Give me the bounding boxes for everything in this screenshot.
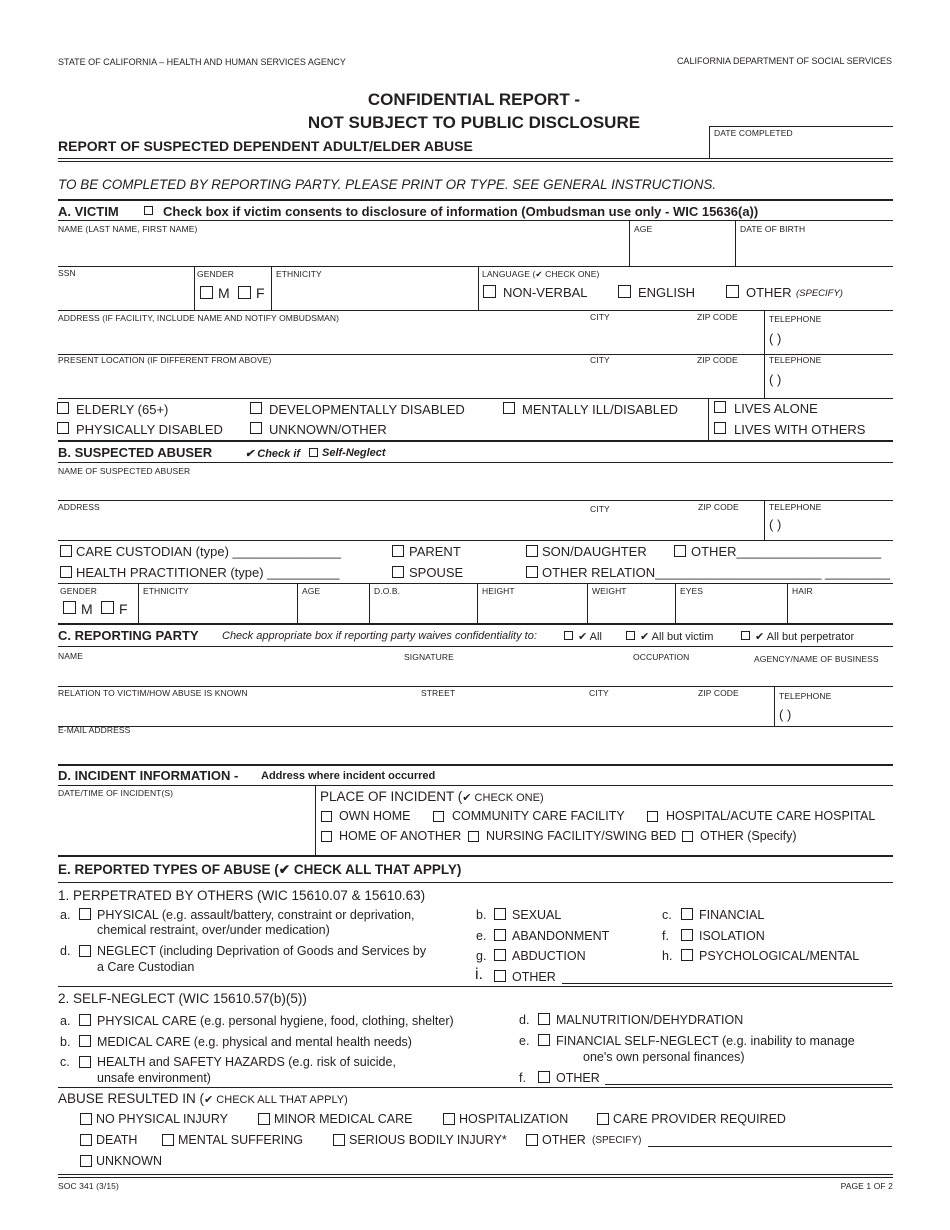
reporter-occupation-label: OCCUPATION	[633, 652, 690, 662]
abuser-gender-label: GENDER	[60, 586, 97, 596]
reporter-zip-label: ZIP CODE	[698, 688, 739, 698]
abandonment-label: ABANDONMENT	[512, 929, 610, 943]
incident-other-label: OTHER (Specify)	[700, 829, 797, 843]
waive-all-checkbox[interactable]	[564, 631, 573, 640]
victim-telephone-parens: ( )	[769, 331, 782, 346]
serious-injury-label: SERIOUS BODILY INJURY*	[349, 1133, 507, 1147]
self-e-letter: e.	[519, 1034, 530, 1048]
title-line2: NOT SUBJECT TO PUBLIC DISCLOSURE	[307, 113, 641, 132]
page-number: PAGE 1 OF 2	[840, 1181, 893, 1191]
home-another-checkbox[interactable]	[321, 831, 332, 842]
abduction-checkbox[interactable]	[494, 949, 506, 961]
neglect-label-2: a Care Custodian	[97, 960, 195, 974]
no-injury-checkbox[interactable]	[80, 1113, 92, 1125]
abuser-zip-label: ZIP CODE	[698, 502, 739, 512]
care-custodian-checkbox[interactable]	[60, 545, 72, 557]
care-custodian-label: CARE CUSTODIAN (type) _______________	[76, 544, 341, 559]
physical-abuse-label: PHYSICAL (e.g. assault/battery, constraint or deprivation,	[97, 908, 415, 922]
language-nonverbal-label: NON-VERBAL	[503, 285, 588, 300]
abuser-telephone-label: TELEPHONE	[769, 502, 822, 512]
care-provider-checkbox[interactable]	[597, 1113, 609, 1125]
title-line1: CONFIDENTIAL REPORT -	[367, 90, 581, 109]
abuser-gender-m-checkbox[interactable]	[63, 601, 76, 614]
death-checkbox[interactable]	[80, 1134, 92, 1146]
unknown-checkbox[interactable]	[80, 1155, 92, 1167]
abuse-types-heading: E. REPORTED TYPES OF ABUSE (✔ CHECK ALL THAT APPLY)	[58, 862, 462, 877]
agency-right: CALIFORNIA DEPARTMENT OF SOCIAL SERVICES	[676, 56, 892, 66]
reporter-city-label: CITY	[589, 688, 609, 698]
abduction-label: ABDUCTION	[512, 949, 586, 963]
abuser-telephone-parens: ( )	[769, 517, 782, 532]
nursing-checkbox[interactable]	[468, 831, 479, 842]
self-neglect-checkbox[interactable]	[309, 448, 318, 457]
incident-other-checkbox[interactable]	[682, 831, 693, 842]
abuser-hair-label: HAIR	[792, 586, 813, 596]
health-practitioner-label: HEALTH PRACTITIONER (type) __________	[76, 565, 340, 580]
self-other-label: OTHER	[556, 1071, 600, 1085]
medical-care-label: MEDICAL CARE (e.g. physical and mental health needs)	[97, 1035, 412, 1049]
victim-zip-label: ZIP CODE	[697, 312, 738, 322]
place-of-incident-label: PLACE OF INCIDENT (✔ CHECK ONE)	[320, 789, 544, 804]
lives-alone-checkbox[interactable]	[714, 401, 726, 413]
self-a-letter: a.	[60, 1014, 71, 1028]
waive-all-but-perp-label: ✔ All but perpetrator	[755, 631, 855, 643]
victim-address-label: ADDRESS (IF FACILITY, INCLUDE NAME AND NOTIFY OMBUDSMAN)	[58, 313, 340, 323]
reporter-name-label: NAME	[58, 651, 83, 661]
reporter-signature-label: SIGNATURE	[404, 652, 454, 662]
self-neglect-heading: 2. SELF-NEGLECT (WIC 15610.57(b)(5))	[58, 991, 307, 1006]
reporter-street-label: STREET	[421, 688, 456, 698]
unknown-other-checkbox[interactable]	[250, 422, 262, 434]
self-f-letter: f.	[519, 1071, 526, 1085]
present-zip-label: ZIP CODE	[697, 355, 738, 365]
minor-medical-label: MINOR MEDICAL CARE	[274, 1112, 413, 1126]
abuser-gender-f-label: F	[119, 601, 128, 617]
spouse-label: SPOUSE	[409, 565, 464, 580]
present-city-label: CITY	[590, 355, 610, 365]
own-home-checkbox[interactable]	[321, 811, 332, 822]
lives-with-others-label: LIVES WITH OTHERS	[734, 422, 866, 437]
perp-other-checkbox[interactable]	[494, 970, 506, 982]
abuser-eyes-label: EYES	[680, 586, 704, 596]
waive-all-but-victim-label: ✔ All but victim	[640, 631, 714, 643]
abuser-dob-label: D.O.B.	[374, 586, 401, 596]
financial-label: FINANCIAL	[699, 908, 765, 922]
victim-age-label: AGE	[634, 224, 653, 234]
self-other-checkbox[interactable]	[538, 1071, 550, 1083]
unknown-label: UNKNOWN	[96, 1154, 162, 1168]
victim-language-label: LANGUAGE (✔ CHECK ONE)	[482, 269, 600, 279]
sexual-checkbox[interactable]	[494, 908, 506, 920]
abuser-heading: B. SUSPECTED ABUSER	[58, 445, 213, 460]
health-safety-label-2: unsafe environment)	[97, 1071, 211, 1085]
incident-heading: D. INCIDENT INFORMATION -	[58, 768, 239, 783]
present-telephone-label: TELEPHONE	[769, 355, 822, 365]
son-daughter-checkbox[interactable]	[526, 545, 538, 557]
dev-disabled-label: DEVELOPMENTALLY DISABLED	[269, 402, 465, 417]
self-d-letter: d.	[519, 1013, 530, 1027]
abuser-ethnicity-label: ETHNICITY	[143, 586, 189, 596]
incident-heading-sub: Address where incident occurred	[261, 770, 436, 782]
language-other-label: OTHER	[746, 285, 792, 300]
date-completed-label: DATE COMPLETED	[714, 128, 793, 138]
form-subtitle: REPORT OF SUSPECTED DEPENDENT ADULT/ELDER ABUSE	[58, 138, 473, 154]
victim-name-label: NAME (LAST NAME, FIRST NAME)	[58, 224, 198, 234]
language-other-checkbox[interactable]	[726, 285, 739, 298]
parent-label: PARENT	[409, 544, 461, 559]
reporter-telephone-label: TELEPHONE	[779, 691, 832, 701]
abuser-gender-f-checkbox[interactable]	[101, 601, 114, 614]
parent-checkbox[interactable]	[392, 545, 404, 557]
other-relation-label: OTHER RELATION_______________________ _________	[542, 565, 891, 580]
hospitalization-checkbox[interactable]	[443, 1113, 455, 1125]
victim-gender-label: GENDER	[197, 269, 234, 279]
psych-checkbox[interactable]	[681, 949, 693, 961]
reporter-email-label: E-MAIL ADDRESS	[58, 725, 131, 735]
results-heading: ABUSE RESULTED IN (✔ CHECK ALL THAT APPLY)	[58, 1091, 348, 1106]
victim-city-label: CITY	[590, 312, 610, 322]
abuser-other-checkbox[interactable]	[674, 545, 686, 557]
waive-all-label: ✔ All	[578, 631, 602, 643]
serious-injury-checkbox[interactable]	[333, 1134, 345, 1146]
malnutrition-checkbox[interactable]	[538, 1013, 550, 1025]
unknown-other-label: UNKNOWN/OTHER	[269, 422, 387, 437]
abuser-address-label: ADDRESS	[58, 502, 100, 512]
isolation-label: ISOLATION	[699, 929, 765, 943]
self-neglect-label: Self-Neglect	[322, 447, 386, 459]
elderly-label: ELDERLY (65+)	[76, 402, 169, 417]
item-g-letter: g.	[476, 949, 487, 963]
self-b-letter: b.	[60, 1035, 71, 1049]
financial-checkbox[interactable]	[681, 908, 693, 920]
language-english-checkbox[interactable]	[618, 285, 631, 298]
abuser-city-label: CITY	[590, 504, 610, 514]
other-relation-checkbox[interactable]	[526, 566, 538, 578]
perp-other-label: OTHER	[512, 970, 556, 984]
psych-label: PSYCHOLOGICAL/MENTAL	[699, 949, 860, 963]
victim-gender-f-checkbox[interactable]	[238, 286, 251, 299]
abuser-age-label: AGE	[302, 586, 321, 596]
phys-disabled-label: PHYSICALLY DISABLED	[76, 422, 223, 437]
lives-alone-label: LIVES ALONE	[734, 401, 818, 416]
abuser-check-if: ✔ Check if	[245, 448, 301, 460]
medical-care-checkbox[interactable]	[79, 1035, 91, 1047]
waive-all-but-victim-checkbox[interactable]	[626, 631, 635, 640]
hospital-checkbox[interactable]	[647, 811, 658, 822]
hospitalization-label: HOSPITALIZATION	[459, 1112, 569, 1126]
language-specify: (SPECIFY)	[796, 288, 843, 299]
no-injury-label: NO PHYSICAL INJURY	[96, 1112, 228, 1126]
item-e-letter: e.	[476, 929, 487, 943]
results-specify: (SPECIFY)	[592, 1135, 642, 1146]
mentally-ill-checkbox[interactable]	[503, 402, 515, 414]
phys-care-checkbox[interactable]	[79, 1014, 91, 1026]
present-location-label: PRESENT LOCATION (IF DIFFERENT FROM ABOVE)	[58, 355, 272, 365]
item-d-letter: d.	[60, 944, 71, 958]
item-h-letter: h.	[662, 949, 673, 963]
perpetrated-heading: 1. PERPETRATED BY OTHERS (WIC 15610.07 & 15610.63)	[58, 888, 426, 903]
reporting-waive-text: Check appropriate box if reporting party waives confidentiality to:	[222, 630, 537, 642]
care-provider-label: CARE PROVIDER REQUIRED	[613, 1112, 786, 1126]
health-safety-checkbox[interactable]	[79, 1056, 91, 1068]
victim-gender-f-label: F	[256, 285, 265, 301]
language-nonverbal-checkbox[interactable]	[483, 285, 496, 298]
health-safety-label: HEALTH and SAFETY HAZARDS (e.g. risk of suicide,	[97, 1055, 396, 1069]
present-telephone-parens: ( )	[769, 372, 782, 387]
reporter-telephone-parens: ( )	[779, 707, 792, 722]
health-practitioner-checkbox[interactable]	[60, 566, 72, 578]
own-home-label: OWN HOME	[339, 809, 411, 823]
dev-disabled-checkbox[interactable]	[250, 402, 262, 414]
lives-with-others-checkbox[interactable]	[714, 422, 726, 434]
ccf-checkbox[interactable]	[433, 811, 444, 822]
phys-disabled-checkbox[interactable]	[57, 422, 69, 434]
results-other-checkbox[interactable]	[526, 1134, 538, 1146]
nursing-label: NURSING FACILITY/SWING BED	[486, 829, 677, 843]
hospital-label: HOSPITAL/ACUTE CARE HOSPITAL	[666, 809, 876, 823]
phys-care-label: PHYSICAL CARE (e.g. personal hygiene, food, clothing, shelter)	[97, 1014, 454, 1028]
victim-heading: A. VICTIM	[58, 204, 119, 219]
neglect-label: NEGLECT (including Deprivation of Goods and Services by	[97, 944, 427, 958]
malnutrition-label: MALNUTRITION/DEHYDRATION	[556, 1013, 744, 1027]
victim-ethnicity-label: ETHNICITY	[276, 269, 322, 279]
home-another-label: HOME OF ANOTHER	[339, 829, 462, 843]
victim-telephone-label: TELEPHONE	[769, 314, 822, 324]
instructions: TO BE COMPLETED BY REPORTING PARTY. PLEASE PRINT OR TYPE. SEE GENERAL INSTRUCTIONS.	[58, 177, 717, 192]
abuser-weight-label: WEIGHT	[592, 586, 627, 596]
item-i-letter: i.	[475, 966, 483, 983]
fin-self-label: FINANCIAL SELF-NEGLECT (e.g. inability to manage	[556, 1034, 855, 1048]
abuser-height-label: HEIGHT	[482, 586, 515, 596]
isolation-checkbox[interactable]	[681, 929, 693, 941]
item-a-letter: a.	[60, 908, 71, 922]
waive-all-but-perp-checkbox[interactable]	[741, 631, 750, 640]
neglect-checkbox[interactable]	[79, 945, 91, 957]
language-english-label: ENGLISH	[638, 285, 696, 300]
minor-medical-checkbox[interactable]	[258, 1113, 270, 1125]
victim-dob-label: DATE OF BIRTH	[740, 224, 806, 234]
physical-abuse-checkbox[interactable]	[79, 908, 91, 920]
victim-gender-m-label: M	[218, 285, 230, 301]
form-number: SOC 341 (3/15)	[58, 1181, 119, 1191]
elderly-checkbox[interactable]	[57, 402, 69, 414]
ccf-label: COMMUNITY CARE FACILITY	[452, 809, 625, 823]
mental-suffering-checkbox[interactable]	[162, 1134, 174, 1146]
reporter-relation-label: RELATION TO VICTIM/HOW ABUSE IS KNOWN	[58, 688, 248, 698]
victim-consent-checkbox[interactable]	[144, 206, 153, 215]
agency-left: STATE OF CALIFORNIA – HEALTH AND HUMAN SERVICES AGENCY	[58, 57, 346, 67]
abuser-name-label: NAME OF SUSPECTED ABUSER	[58, 466, 191, 476]
abuser-other-label: OTHER____________________	[691, 544, 882, 559]
item-c-letter: c.	[662, 908, 672, 922]
victim-gender-m-checkbox[interactable]	[200, 286, 213, 299]
mental-suffering-label: MENTAL SUFFERING	[178, 1133, 304, 1147]
incident-datetime-label: DATE/TIME OF INCIDENT(S)	[58, 788, 174, 798]
victim-ssn-label: SSN	[58, 268, 76, 278]
sexual-label: SEXUAL	[512, 908, 562, 922]
abuser-gender-m-label: M	[81, 601, 93, 617]
item-b-letter: b.	[476, 908, 487, 922]
fin-self-checkbox[interactable]	[538, 1034, 550, 1046]
son-daughter-label: SON/DAUGHTER	[542, 544, 647, 559]
results-other-label: OTHER	[542, 1133, 586, 1147]
spouse-checkbox[interactable]	[392, 566, 404, 578]
mentally-ill-label: MENTALLY ILL/DISABLED	[522, 402, 679, 417]
item-f-letter: f.	[662, 929, 669, 943]
fin-self-label-2: one's own personal finances)	[583, 1050, 745, 1064]
physical-abuse-label-2: chemical restraint, over/under medication)	[97, 923, 330, 937]
abandonment-checkbox[interactable]	[494, 929, 506, 941]
death-label: DEATH	[96, 1133, 138, 1147]
victim-consent-label: Check box if victim consents to disclosure of information (Ombudsman use only - WIC 15636(a))	[163, 204, 759, 219]
reporter-agency-label: AGENCY/NAME OF BUSINESS	[754, 654, 879, 664]
reporting-heading: C. REPORTING PARTY	[58, 628, 199, 643]
self-c-letter: c.	[60, 1055, 70, 1069]
